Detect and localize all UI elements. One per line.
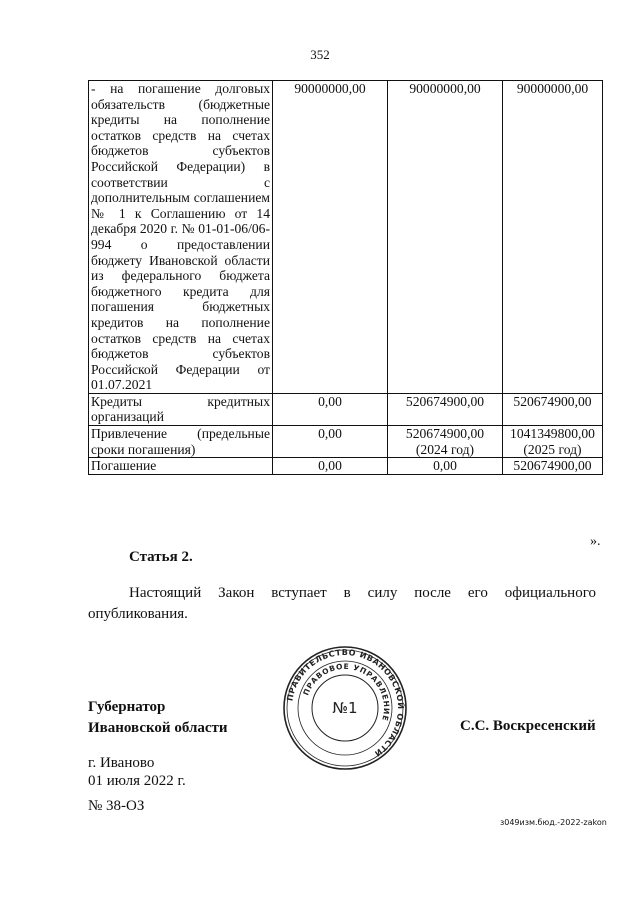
value: 90000000,00 xyxy=(294,81,366,96)
row-label: Погашение xyxy=(89,458,273,475)
article-text: Настоящий Закон вступает в силу после его официального опубликования. xyxy=(88,585,596,622)
place: г. Иваново xyxy=(88,755,155,771)
signatory-name: С.С. Воскресенский xyxy=(460,718,596,734)
value-cell xyxy=(503,393,603,425)
file-code: з049изм.бюд.-2022-zakon xyxy=(500,818,607,827)
value: 520674900,00 xyxy=(405,426,485,442)
value-cell xyxy=(273,81,388,394)
value: 0,00 xyxy=(318,426,342,442)
value: 520674900,00 xyxy=(513,393,592,409)
value: 0,00 xyxy=(433,458,457,474)
article-heading: Статья 2. xyxy=(129,549,193,565)
signatory-title-line: Ивановской области xyxy=(88,720,228,736)
table-row xyxy=(89,81,603,394)
seal-outer-text: ПРАВИТЕЛЬСТВО ИВАНОВСКОЙ ОБЛАСТИ xyxy=(285,647,406,759)
page-number: 352 xyxy=(310,47,330,62)
date: 01 июля 2022 г. xyxy=(88,773,186,789)
value-cell xyxy=(503,81,603,394)
place-date xyxy=(88,754,186,790)
budget-table xyxy=(88,80,603,475)
value-cell xyxy=(503,426,603,458)
value-cell xyxy=(388,426,503,458)
value-note: (2025 год) xyxy=(523,441,582,457)
table-row xyxy=(89,458,603,475)
value-cell xyxy=(273,458,388,475)
value: 90000000,00 xyxy=(516,81,589,96)
value: 0,00 xyxy=(318,393,342,409)
seal-center-text: №1 xyxy=(332,699,358,717)
value-note: (2024 год) xyxy=(415,441,475,457)
seal-inner-text: ПРАВОВОЕ УПРАВЛЕНИЕ xyxy=(301,661,392,723)
closing-quote: ». xyxy=(590,534,601,549)
value-cell xyxy=(503,458,603,475)
row-label: Привлечение (предельные сроки погашения) xyxy=(89,426,273,458)
value: 520674900,00 xyxy=(405,393,485,409)
value: 520674900,00 xyxy=(513,458,592,474)
row-label: Кредиты кредитных организаций xyxy=(89,393,273,425)
value-cell xyxy=(388,81,503,394)
value-cell xyxy=(273,393,388,425)
signatory-title-line: Губернатор xyxy=(88,699,166,715)
law-number: № 38-ОЗ xyxy=(88,798,145,814)
signatory-title xyxy=(88,697,228,739)
row-label: - на погашение долговых обязательств (бюджетные кредиты на пополнение остатков средств на счетах бюджетов субъектов Российской Федерации) в соответствии с дополнительным соглашением № 1 к Соглашению от 14 декабря 2020 г. № 01-01-06/06-994 о предоставлении бюджету Ивановской области из федерального бюджета бюджетного кредита для погашения бюджетных кредитов на пополнение остатков средств на счетах бюджетов субъектов Российской Федерации от 01.07.2021 xyxy=(89,81,273,394)
value: 1041349800,00 xyxy=(510,426,595,442)
table-row xyxy=(89,393,603,425)
table-row xyxy=(89,426,603,458)
official-seal xyxy=(282,645,408,771)
value-cell xyxy=(388,458,503,475)
value: 0,00 xyxy=(318,458,342,474)
value-cell xyxy=(388,393,503,425)
value-cell xyxy=(273,426,388,458)
value: 90000000,00 xyxy=(409,81,481,96)
